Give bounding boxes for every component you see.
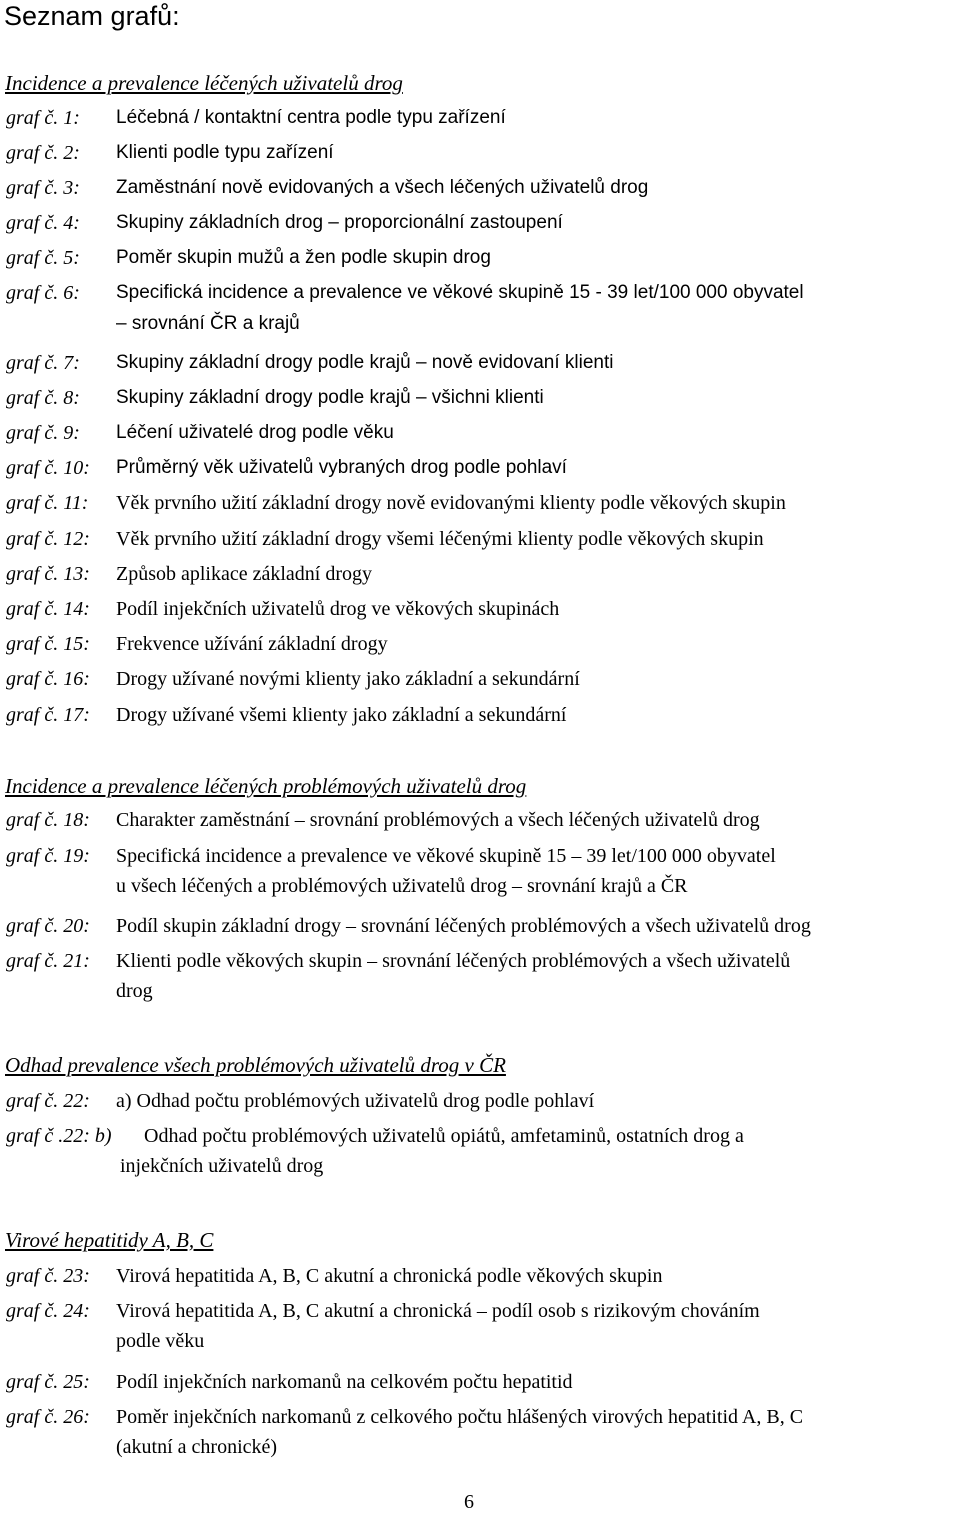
graph-title bbox=[116, 490, 956, 516]
graph-reference: graf č. 6: bbox=[6, 282, 80, 304]
graph-reference: graf č. 16: bbox=[6, 668, 90, 690]
graph-title bbox=[120, 1123, 960, 1184]
graph-title bbox=[116, 175, 956, 201]
graph-title bbox=[116, 1263, 956, 1289]
graph-title bbox=[116, 1298, 956, 1359]
graph-title-line: a) Odhad počtu problémových uživatelů drog podle pohlaví bbox=[116, 1090, 595, 1112]
graph-title bbox=[116, 1088, 956, 1114]
graph-title bbox=[116, 350, 956, 376]
graph-title-line: – srovnání ČR a krajů bbox=[116, 313, 300, 334]
section-heading: Odhad prevalence všech problémových uživatelů drog v ČR bbox=[5, 1053, 506, 1077]
graph-title bbox=[116, 455, 956, 481]
graph-reference: graf č. 26: bbox=[6, 1406, 90, 1428]
graph-title-line: Klienti podle věkových skupin – srovnání léčených problémových a všech uživatelů bbox=[116, 950, 791, 972]
graph-title bbox=[116, 1369, 956, 1395]
graph-reference: graf č. 23: bbox=[6, 1265, 90, 1287]
graph-title-line: u všech léčených a problémových uživatelů drog – srovnání krajů a ČR bbox=[116, 875, 688, 897]
graph-title-line: Léčebná / kontaktní centra podle typu zařízení bbox=[116, 107, 506, 128]
graph-title bbox=[116, 245, 956, 271]
graph-reference: graf č. 3: bbox=[6, 177, 80, 199]
graph-title-line: Virová hepatitida A, B, C akutní a chronická podle věkových skupin bbox=[116, 1265, 663, 1287]
section-heading: Incidence a prevalence léčených uživatelů drog bbox=[5, 71, 403, 95]
graph-title bbox=[116, 807, 956, 833]
page-title: Seznam grafů: bbox=[4, 1, 180, 31]
graph-title-line: Podíl injekčních narkomanů na celkovém počtu hepatitid bbox=[116, 1371, 573, 1393]
graph-reference: graf č. 14: bbox=[6, 598, 90, 620]
graph-reference: graf č. 11: bbox=[6, 492, 89, 514]
graph-title-line: Charakter zaměstnání – srovnání problémových a všech léčených uživatelů drog bbox=[116, 809, 760, 831]
graph-title bbox=[116, 280, 956, 341]
graph-title bbox=[116, 1404, 956, 1465]
graph-title-line: Věk prvního užití základní drogy všemi léčenými klienty podle věkových skupin bbox=[116, 528, 764, 550]
graph-title-line: podle věku bbox=[116, 1330, 205, 1352]
graph-reference: graf č. 8: bbox=[6, 387, 80, 409]
graph-title-line: Specifická incidence a prevalence ve věkové skupině 15 - 39 let/100 000 obyvatel bbox=[116, 282, 804, 303]
graph-reference: graf č. 17: bbox=[6, 704, 90, 726]
graph-title-line: injekčních uživatelů drog bbox=[120, 1155, 324, 1177]
graph-title bbox=[116, 140, 956, 166]
graph-reference: graf č. 4: bbox=[6, 212, 80, 234]
graph-title bbox=[116, 105, 956, 131]
graph-reference: graf č. 15: bbox=[6, 633, 90, 655]
graph-title-line: Léčení uživatelé drog podle věku bbox=[116, 422, 394, 443]
graph-title bbox=[116, 843, 956, 904]
graph-reference: graf č. 7: bbox=[6, 352, 80, 374]
graph-title bbox=[116, 948, 956, 1009]
graph-title-line: Drogy užívané novými klienty jako základní a sekundární bbox=[116, 668, 580, 690]
graph-title bbox=[116, 526, 956, 552]
graph-title-line: Odhad počtu problémových uživatelů opiátů, amfetaminů, ostatních drog a bbox=[144, 1125, 744, 1147]
graph-title-line: (akutní a chronické) bbox=[116, 1436, 278, 1458]
graph-reference: graf č. 19: bbox=[6, 845, 90, 867]
graph-title-line: drog bbox=[116, 980, 153, 1002]
graph-reference: graf č. 10: bbox=[6, 457, 90, 479]
section-heading: Virové hepatitidy A, B, C bbox=[5, 1228, 214, 1252]
graph-title-line: Skupiny základní drogy podle krajů – všichni klienti bbox=[116, 387, 544, 408]
graph-title-line: Věk prvního užití základní drogy nově evidovanými klienty podle věkových skupin bbox=[116, 492, 786, 514]
graph-title-line: Průměrný věk uživatelů vybraných drog podle pohlaví bbox=[116, 457, 567, 478]
graph-reference: graf č. 12: bbox=[6, 528, 90, 550]
graph-title bbox=[116, 561, 956, 587]
graph-title-line: Drogy užívané všemi klienty jako základní a sekundární bbox=[116, 704, 567, 726]
graph-reference: graf č. 18: bbox=[6, 809, 90, 831]
graph-reference: graf č .22: b) bbox=[6, 1125, 112, 1147]
graph-reference: graf č. 5: bbox=[6, 247, 80, 269]
section-heading: Incidence a prevalence léčených problémových uživatelů drog bbox=[5, 774, 527, 798]
graph-title bbox=[116, 913, 956, 939]
graph-title-line: Frekvence užívání základní drogy bbox=[116, 633, 388, 655]
graph-title bbox=[116, 666, 956, 692]
graph-title-line: Poměr skupin mužů a žen podle skupin drog bbox=[116, 247, 491, 268]
graph-title-line: Podíl injekčních uživatelů drog ve věkových skupinách bbox=[116, 598, 560, 620]
graph-reference: graf č. 2: bbox=[6, 142, 80, 164]
graph-reference: graf č. 20: bbox=[6, 915, 90, 937]
graph-title-line: Skupiny základních drog – proporcionální zastoupení bbox=[116, 212, 563, 233]
graph-title bbox=[116, 631, 956, 657]
graph-title-line: Klienti podle typu zařízení bbox=[116, 142, 334, 163]
graph-reference: graf č. 9: bbox=[6, 422, 80, 444]
graph-title-line: Zaměstnání nově evidovaných a všech léčených uživatelů drog bbox=[116, 177, 649, 198]
graph-title-line: Způsob aplikace základní drogy bbox=[116, 563, 373, 585]
graph-title-line: Poměr injekčních narkomanů z celkového počtu hlášených virových hepatitid A, B, C bbox=[116, 1406, 804, 1428]
graph-reference: graf č. 25: bbox=[6, 1371, 90, 1393]
graph-title-line: Specifická incidence a prevalence ve věkové skupině 15 – 39 let/100 000 obyvatel bbox=[116, 845, 776, 867]
graph-title bbox=[116, 385, 956, 411]
graph-title-line: Virová hepatitida A, B, C akutní a chronická – podíl osob s rizikovým chováním bbox=[116, 1300, 760, 1322]
graph-title-line: Podíl skupin základní drogy – srovnání léčených problémových a všech uživatelů drog bbox=[116, 915, 811, 937]
graph-title-line: Skupiny základní drogy podle krajů – nově evidovaní klienti bbox=[116, 352, 614, 373]
graph-reference: graf č. 22: bbox=[6, 1090, 90, 1112]
graph-reference: graf č. 21: bbox=[6, 950, 90, 972]
page-number: 6 bbox=[464, 1491, 474, 1513]
graph-reference: graf č. 13: bbox=[6, 563, 90, 585]
graph-title bbox=[116, 420, 956, 446]
graph-reference: graf č. 1: bbox=[6, 107, 80, 129]
graph-title bbox=[116, 596, 956, 622]
graph-reference: graf č. 24: bbox=[6, 1300, 90, 1322]
graph-title bbox=[116, 210, 956, 236]
graph-title bbox=[116, 702, 956, 728]
